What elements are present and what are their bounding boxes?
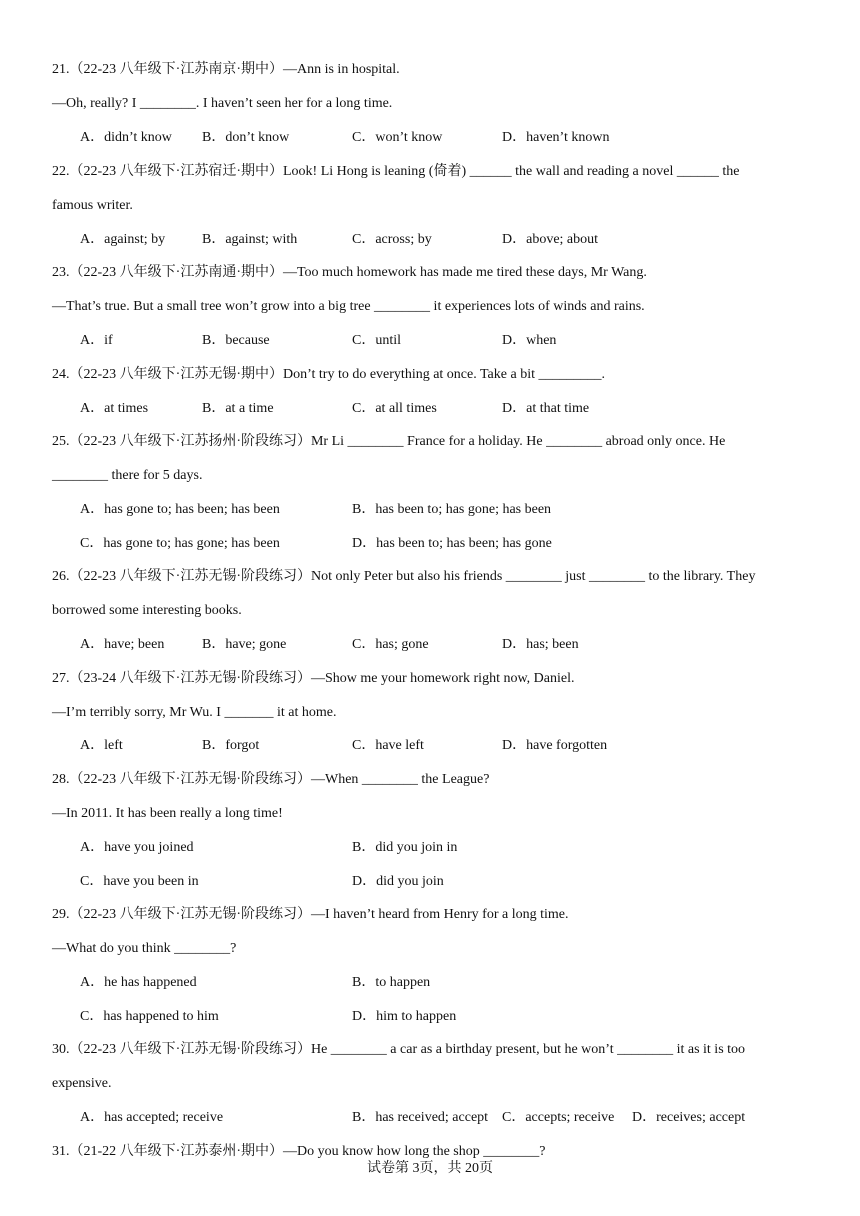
question-23-stem: 23.（22-23 八年级下·江苏南通·期中）—Too much homework has made me tired these days, Mr Wang. xyxy=(52,265,647,280)
question-25-stem: 25.（22-23 八年级下·江苏扬州·阶段练习）Mr Li ________ France for a holiday. He ________ abroad only once. He xyxy=(52,434,726,449)
question-21-option-a: A．didn’t know xyxy=(80,130,172,145)
question-29-option-c: C．has happened to him xyxy=(80,1009,219,1024)
question-24-stem: 24.（22-23 八年级下·江苏无锡·期中）Don’t try to do everything at once. Take a bit _________. xyxy=(52,367,605,382)
question-21-stem-line2: —Oh, really? I ________. I haven’t seen her for a long time. xyxy=(52,96,393,111)
question-26-option-a: A．have; been xyxy=(80,637,165,652)
question-24-option-c: C．at all times xyxy=(352,401,437,416)
question-22-option-b: B．against; with xyxy=(202,232,298,247)
question-29-option-a: A．he has happened xyxy=(80,975,197,990)
question-30-option-c: C．accepts; receive xyxy=(502,1110,615,1125)
question-22-stem-line2: famous writer. xyxy=(52,198,133,213)
question-21-option-d: D．haven’t known xyxy=(502,130,610,145)
question-24-option-a: A．at times xyxy=(80,401,149,416)
question-23-option-b: B．because xyxy=(202,333,270,348)
question-27-option-a: A．left xyxy=(80,738,123,753)
question-22-option-c: C．across; by xyxy=(352,232,432,247)
question-25-option-c: C．has gone to; has gone; has been xyxy=(80,536,280,551)
question-22-option-d: D．above; about xyxy=(502,232,599,247)
question-30-option-d: D．receives; accept xyxy=(632,1110,746,1125)
page-footer: 试卷第 3页，共 20页 xyxy=(367,1161,493,1176)
question-25-option-d: D．has been to; has been; has gone xyxy=(352,536,552,551)
question-24-option-d: D．at that time xyxy=(502,401,590,416)
question-23-option-d: D．when xyxy=(502,333,557,348)
question-26-option-c: C．has; gone xyxy=(352,637,429,652)
question-21-option-b: B．don’t know xyxy=(202,130,290,145)
question-27-stem-line2: —I’m terribly sorry, Mr Wu. I _______ it at home. xyxy=(52,705,337,720)
question-27-stem: 27.（23-24 八年级下·江苏无锡·阶段练习）—Show me your homework right now, Daniel. xyxy=(52,671,575,686)
question-29-stem-line2: —What do you think ________? xyxy=(52,941,237,956)
question-23-option-c: C．until xyxy=(352,333,402,348)
question-30-option-a: A．has accepted; receive xyxy=(80,1110,224,1125)
question-22-option-a: A．against; by xyxy=(80,232,166,247)
question-29-stem: 29.（22-23 八年级下·江苏无锡·阶段练习）—I haven’t heard from Henry for a long time. xyxy=(52,907,569,922)
question-23-option-a: A．if xyxy=(80,333,113,348)
question-26-option-d: D．has; been xyxy=(502,637,579,652)
question-24-option-b: B．at a time xyxy=(202,401,274,416)
question-30-stem: 30.（22-23 八年级下·江苏无锡·阶段练习）He ________ a car as a birthday present, but he won’t ________ it as it is too xyxy=(52,1042,746,1057)
question-26-option-b: B．have; gone xyxy=(202,637,287,652)
question-23-stem-line2: —That’s true. But a small tree won’t grow into a big tree ________ it experiences lots of winds and rains. xyxy=(52,299,645,314)
question-27-option-b: B．forgot xyxy=(202,738,260,753)
question-26-stem: 26.（22-23 八年级下·江苏无锡·阶段练习）Not only Peter but also his friends ________ just ________ to the library. They xyxy=(52,569,756,584)
question-25-option-b: B．has been to; has gone; has been xyxy=(352,502,552,517)
question-28-option-b: B．did you join in xyxy=(352,840,458,855)
question-31-stem: 31.（21-22 八年级下·江苏泰州·期中）—Do you know how long the shop ________? xyxy=(52,1144,546,1159)
question-27-option-c: C．have left xyxy=(352,738,424,753)
question-21-stem: 21.（22-23 八年级下·江苏南京·期中）—Ann is in hospital. xyxy=(52,62,400,77)
question-29-option-b: B．to happen xyxy=(352,975,431,990)
question-28-stem: 28.（22-23 八年级下·江苏无锡·阶段练习）—When ________ the League? xyxy=(52,772,490,787)
question-22-stem: 22.（22-23 八年级下·江苏宿迁·期中）Look! Li Hong is leaning (倚着) ______ the wall and reading a novel ______ the xyxy=(52,164,740,179)
question-26-stem-line2: borrowed some interesting books. xyxy=(52,603,242,618)
question-28-option-d: D．did you join xyxy=(352,874,444,889)
question-25-stem-line2: ________ there for 5 days. xyxy=(52,468,203,483)
question-28-option-a: A．have you joined xyxy=(80,840,194,855)
question-21-option-c: C．won’t know xyxy=(352,130,443,145)
question-29-option-d: D．him to happen xyxy=(352,1009,457,1024)
question-30-stem-line2: expensive. xyxy=(52,1076,112,1091)
question-30-option-b: B．has received; accept xyxy=(352,1110,489,1125)
question-27-option-d: D．have forgotten xyxy=(502,738,608,753)
question-28-option-c: C．have you been in xyxy=(80,874,199,889)
question-28-stem-line2: —In 2011. It has been really a long time! xyxy=(52,806,283,821)
question-25-option-a: A．has gone to; has been; has been xyxy=(80,502,280,517)
